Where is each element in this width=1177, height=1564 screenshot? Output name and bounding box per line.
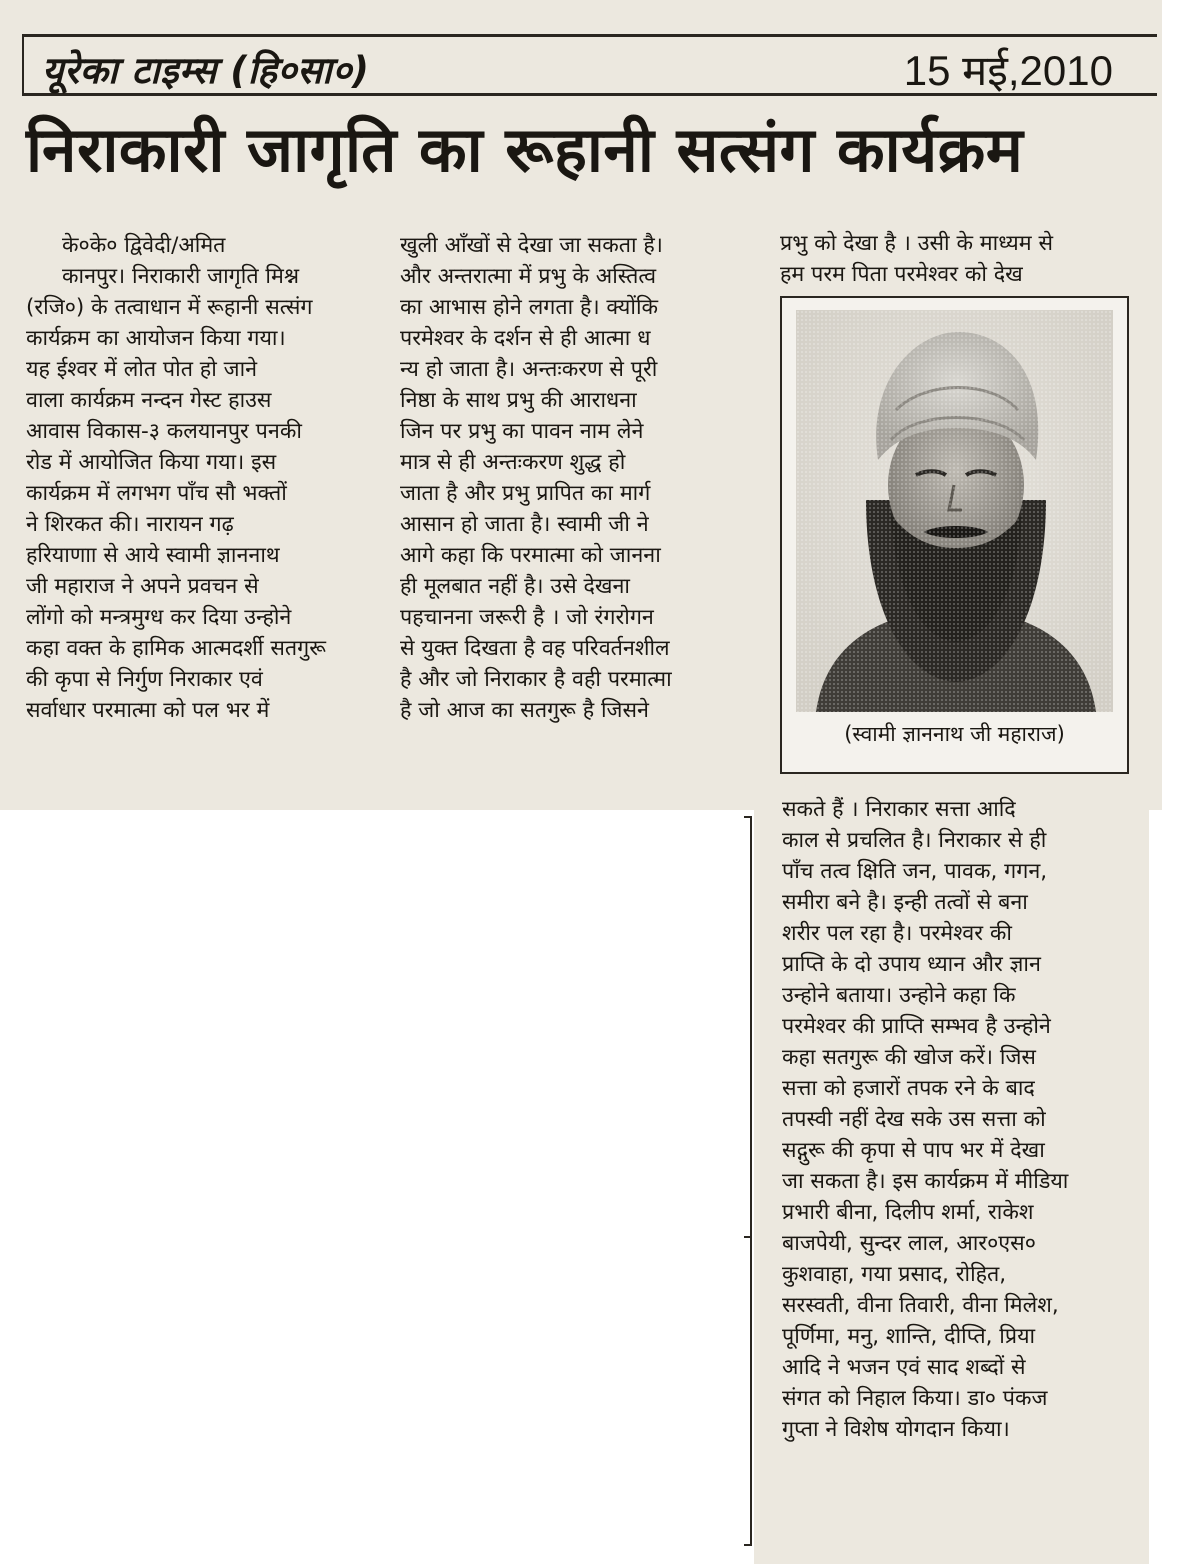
text-line: समीरा बने है। इन्ही तत्वों से बना: [782, 890, 1028, 915]
text-line: सत्ता को हजारों तपक रने के बाद: [782, 1076, 1035, 1101]
text-line: (रजि०) के तत्वाधान में रूहानी सत्संग: [26, 295, 313, 320]
text-line: उन्होने बताया। उन्होने कहा कि: [782, 983, 1016, 1008]
text-line: निष्ठा के साथ प्रभु की आराधना: [400, 388, 637, 413]
text-line: ही मूलबात नहीं है। उसे देखना: [400, 574, 630, 599]
newspaper-name: यूरेका टाइम्स (हि०सा०): [42, 49, 370, 92]
text-line: ने शिरकत की। नारायन गढ़: [26, 512, 234, 537]
column-rule-tick: [744, 1544, 752, 1546]
text-line: कहा वक्त के हामिक आत्मदर्शी सतगुरू: [26, 636, 326, 661]
text-line: कुशवाहा, गया प्रसाद, रोहित,: [782, 1262, 1007, 1287]
article-column-3-top: [780, 228, 1130, 290]
column-rule-tick: [744, 1236, 752, 1238]
text-line: का आभास होने लगता है। क्योंकि: [400, 295, 659, 320]
text-line: पूर्णिमा, मनु, शान्ति, दीप्ति, प्रिया: [782, 1324, 1036, 1349]
photo-caption: (स्वामी ज्ञाननाथ जी महाराज): [844, 722, 1065, 746]
text-line: परमेश्वर की प्राप्ति सम्भव है उन्होने: [782, 1014, 1051, 1039]
text-line: मात्र से ही अन्तःकरण शुद्ध हो: [400, 450, 626, 475]
text-line: जिन पर प्रभु का पावन नाम लेने: [400, 419, 644, 444]
text-line: हम परम पिता परमेश्वर को देख: [780, 262, 1023, 287]
article-column-1: [26, 230, 376, 726]
text-line: संगत को निहाल किया। डा० पंकज: [782, 1386, 1048, 1411]
text-line: रोड में आयोजित किया गया। इस: [26, 450, 277, 475]
text-line: जाता है और प्रभु प्रापित का मार्ग: [400, 481, 651, 506]
text-line: प्रभारी बीना, दिलीप शर्मा, राकेश: [782, 1200, 1034, 1225]
text-line: कानपुर। निराकारी जागृति मिश्न: [62, 264, 300, 289]
portrait-photo-frame: [780, 296, 1129, 774]
publication-date: 15 मई,2010: [903, 47, 1113, 94]
text-line: है और जो निराकार है वही परमात्मा: [400, 667, 672, 692]
text-line: आवास विकास-३ कलयानपुर पनकी: [26, 419, 302, 444]
text-line: जी महाराज ने अपने प्रवचन से: [26, 574, 259, 599]
text-line: आदि ने भजन एवं साद शब्दों से: [782, 1355, 1026, 1380]
text-line: कार्यक्रम में लगभग पाँच सौ भक्तों: [26, 481, 287, 506]
column-rule-tick: [744, 816, 752, 818]
text-line: खुली आँखों से देखा जा सकता है।: [400, 233, 663, 258]
text-line: सकते हैं । निराकार सत्ता आदि: [782, 797, 1016, 822]
text-line: जा सकता है। इस कार्यक्रम में मीडिया: [782, 1169, 1069, 1194]
text-line: गुप्ता ने विशेष योगदान किया।: [782, 1417, 1010, 1442]
portrait-photo: [796, 310, 1113, 712]
text-line: परमेश्वर के दर्शन से ही आत्मा ध: [400, 326, 651, 351]
text-line: न्य हो जाता है। अन्तःकरण से पूरी: [400, 357, 658, 382]
text-line: लोंगो को मन्त्रमुग्ध कर दिया उन्होने: [26, 605, 292, 630]
text-line: प्रभु को देखा है । उसी के माध्यम से: [780, 231, 1054, 256]
text-line: आगे कहा कि परमात्मा को जानना: [400, 543, 661, 568]
text-line: सद्गुरू की कृपा से पाप भर में देखा: [782, 1138, 1045, 1163]
text-line: सरस्वती, वीना तिवारी, वीना मिलेश,: [782, 1293, 1059, 1318]
article-column-3-bottom: [782, 794, 1137, 1445]
text-line: काल से प्रचलित है। निराकार से ही: [782, 828, 1047, 853]
text-line: तपस्वी नहीं देख सके उस सत्ता को: [782, 1107, 1046, 1132]
text-line: वाला कार्यक्रम नन्दन गेस्ट हाउस: [26, 388, 272, 413]
article-headline: निराकारी जागृति का रूहानी सत्संग कार्यक्रम: [26, 113, 1024, 186]
text-line: आसान हो जाता है। स्वामी जी ने: [400, 512, 649, 537]
text-line: प्राप्ति के दो उपाय ध्यान और ज्ञान: [782, 952, 1041, 977]
text-line: यह ईश्वर में लोत पोत हो जाने: [26, 357, 258, 382]
text-line: से युक्त दिखता है वह परिवर्तनशील: [400, 636, 670, 661]
text-line: की कृपा से निर्गुण निराकार एवं: [26, 667, 263, 692]
masthead: [22, 34, 1157, 96]
article-column-2: [400, 230, 755, 726]
text-line: कहा सतगुरू की खोज करें। जिस: [782, 1045, 1036, 1070]
text-line: शरीर पल रहा है। परमेश्वर की: [782, 921, 1012, 946]
text-line: सर्वाधार परमात्मा को पल भर में: [26, 698, 270, 723]
text-line: हरियाणाा से आये स्वामी ज्ञाननाथ: [26, 543, 280, 568]
text-line: पहचानना जरूरी है । जो रंगरोगन: [400, 605, 654, 630]
text-line: कार्यक्रम का आयोजन किया गया।: [26, 326, 286, 351]
text-line: है जो आज का सतगुरू है जिसने: [400, 698, 649, 723]
column-rule: [750, 816, 752, 1546]
text-line: पाँच तत्व क्षिति जन, पावक, गगन,: [782, 859, 1048, 884]
text-line: बाजपेयी, सुन्दर लाल, आर०एस०: [782, 1231, 1036, 1256]
byline: के०के० द्विवेदी/अमित: [62, 233, 226, 258]
text-line: और अन्तरात्मा में प्रभु के अस्तित्व: [400, 264, 657, 289]
